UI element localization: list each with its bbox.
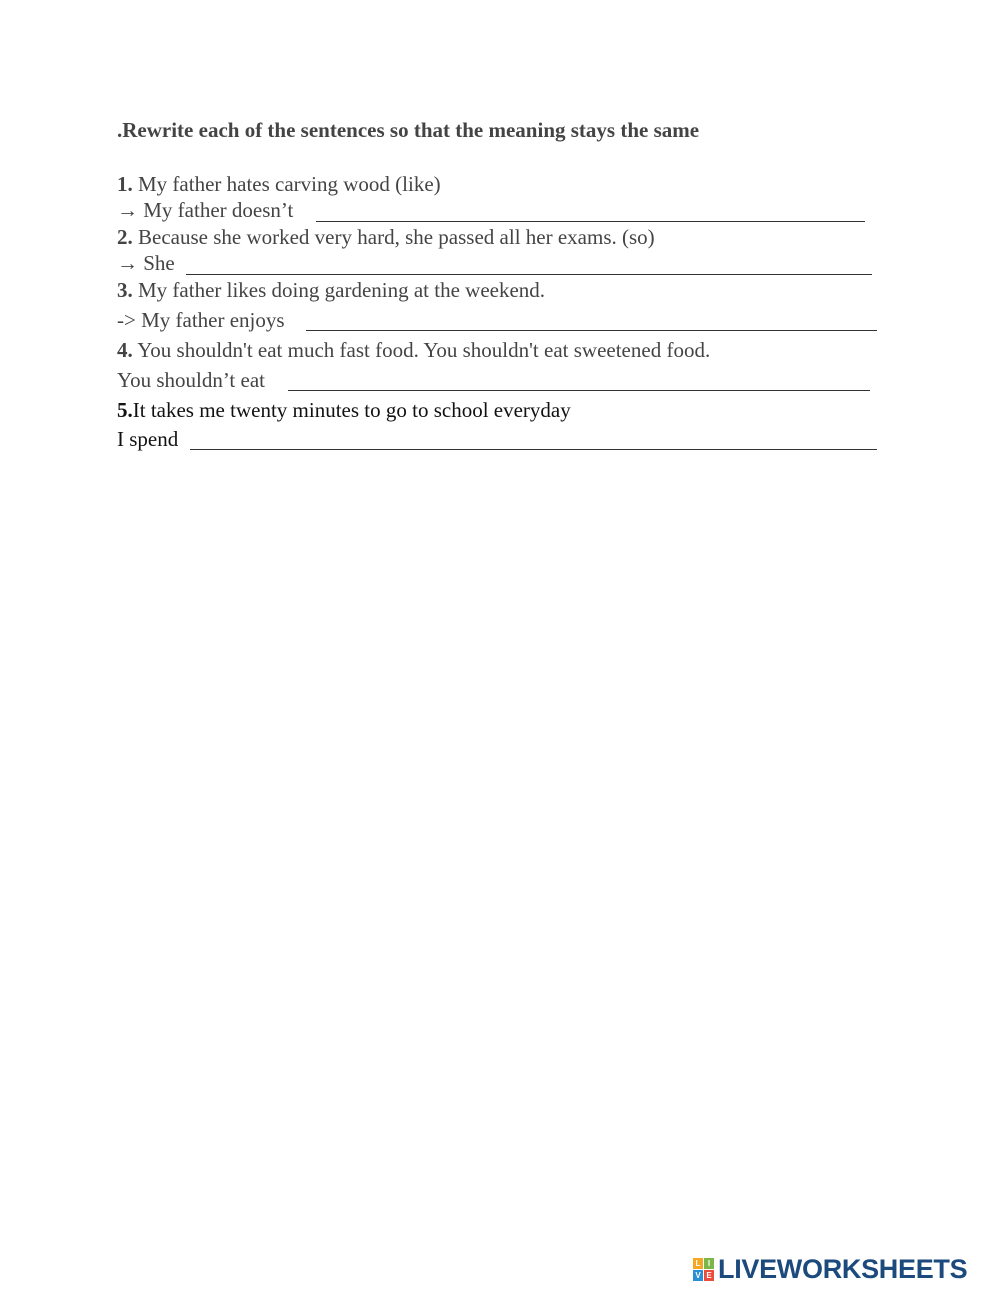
logo-mark-letter: I <box>704 1258 714 1269</box>
question-number: 1. <box>117 172 133 196</box>
answer-input-1[interactable] <box>316 199 865 222</box>
answer-input-3[interactable] <box>306 308 877 331</box>
answer-input-5[interactable] <box>190 427 877 450</box>
answer-prefix-5: I spend <box>117 427 179 451</box>
question-number: 5. <box>117 398 133 422</box>
question-text: You shouldn't eat much fast food. You shouldn't eat sweetened food. <box>132 338 711 362</box>
answer-input-2[interactable] <box>186 252 872 275</box>
question-text: My father likes doing gardening at the weekend. <box>132 278 546 302</box>
answer-input-4[interactable] <box>288 368 870 391</box>
question-5 <box>117 397 571 423</box>
answer-prefix-1: → My father doesn’t <box>117 198 294 222</box>
logo-text: LIVEWORKSHEETS <box>718 1253 968 1284</box>
question-number: 3. <box>117 278 133 302</box>
answer-prefix-3: -> My father enjoys <box>117 308 285 332</box>
logo-mark-icon <box>693 1258 714 1281</box>
question-text: It takes me twenty minutes to go to school everyday <box>132 398 571 422</box>
question-4 <box>117 337 710 363</box>
logo-mark-letter: L <box>693 1258 703 1269</box>
question-text: Because she worked very hard, she passed all her exams. (so) <box>132 225 655 249</box>
answer-prefix-2: → She <box>117 251 175 275</box>
question-text: My father hates carving wood (like) <box>132 172 441 196</box>
answer-prefix-4: You shouldn’t eat <box>117 368 265 392</box>
question-2 <box>117 224 655 250</box>
liveworksheets-logo <box>693 1253 968 1284</box>
question-number: 2. <box>117 225 133 249</box>
question-number: 4. <box>117 338 133 362</box>
question-3 <box>117 277 545 303</box>
worksheet-title: .Rewrite each of the sentences so that the meaning stays the same <box>117 118 700 142</box>
question-1 <box>117 171 441 197</box>
logo-mark-letter: E <box>704 1270 714 1281</box>
logo-mark-letter: V <box>693 1270 703 1281</box>
